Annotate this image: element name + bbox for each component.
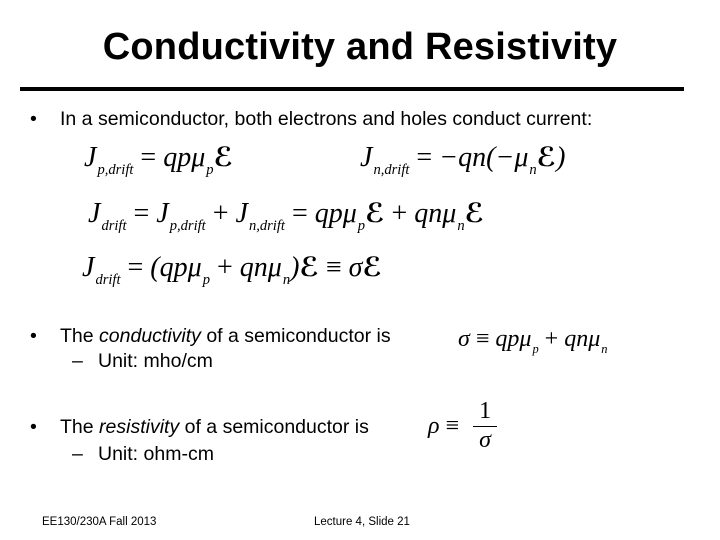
resistivity-unit: – Unit: ohm-cm: [72, 443, 214, 465]
equation-total-drift-sigma: $J_{drift} = (qp\mu_p$ + qnμ$_n$)ℰ ≡ σℰ: [82, 252, 382, 288]
equation-conductivity: σ ≡ qpμ$_p$ + qnμ$_n$: [458, 326, 608, 356]
fraction: $\frac{1}{\sigma}$: [473, 398, 497, 454]
sub-bullet-marker: –: [72, 443, 83, 465]
sub-bullet-marker: –: [72, 350, 83, 372]
bullet-marker: •: [30, 108, 37, 130]
field-symbol: ℰ: [464, 198, 485, 229]
equation-total-drift-sum: $J_{drift} = J_{p,drift} + J_{n,drift}$ = qpμ$_p$ℰ + qnμ$_n$ℰ: [88, 198, 485, 234]
bullet-marker: •: [30, 325, 37, 347]
bullet-resistivity: • The resistivity of a semiconductor is: [30, 416, 369, 438]
field-symbol: ℰ: [362, 252, 382, 283]
field-symbol: ℰ: [536, 142, 557, 173]
bullet-marker: •: [30, 416, 37, 438]
slide-title: Conductivity and Resistivity: [102, 26, 618, 68]
equation-resistivity: ρ ≡ $\frac{1}{\sigma}$: [428, 398, 497, 454]
equation-electron-drift: $J_{n,drift}$ = $-qn(-\mu_nℰ)$: [360, 142, 566, 178]
equation-hole-drift: $J_{p,drift}$ = qpμ$_p$ℰ: [84, 142, 233, 178]
footer-course: EE130/230A Fall 2013: [42, 516, 157, 528]
title-divider: [20, 87, 684, 91]
term-resistivity: resistivity: [99, 416, 180, 438]
bullet-electrons-holes: [30, 108, 592, 131]
bullet-text: In a semiconductor, both electrons and holes conduct current:: [60, 108, 593, 130]
field-symbol: ℰ: [299, 252, 319, 283]
footer-slide-number: Lecture 4, Slide 21: [314, 516, 410, 528]
bullet-conductivity: • The conductivity of a semiconductor is: [30, 325, 391, 347]
conductivity-unit: – Unit: mho/cm: [72, 350, 213, 372]
field-symbol: ℰ: [365, 198, 385, 229]
field-symbol: ℰ: [213, 142, 233, 173]
term-conductivity: conductivity: [99, 325, 201, 347]
